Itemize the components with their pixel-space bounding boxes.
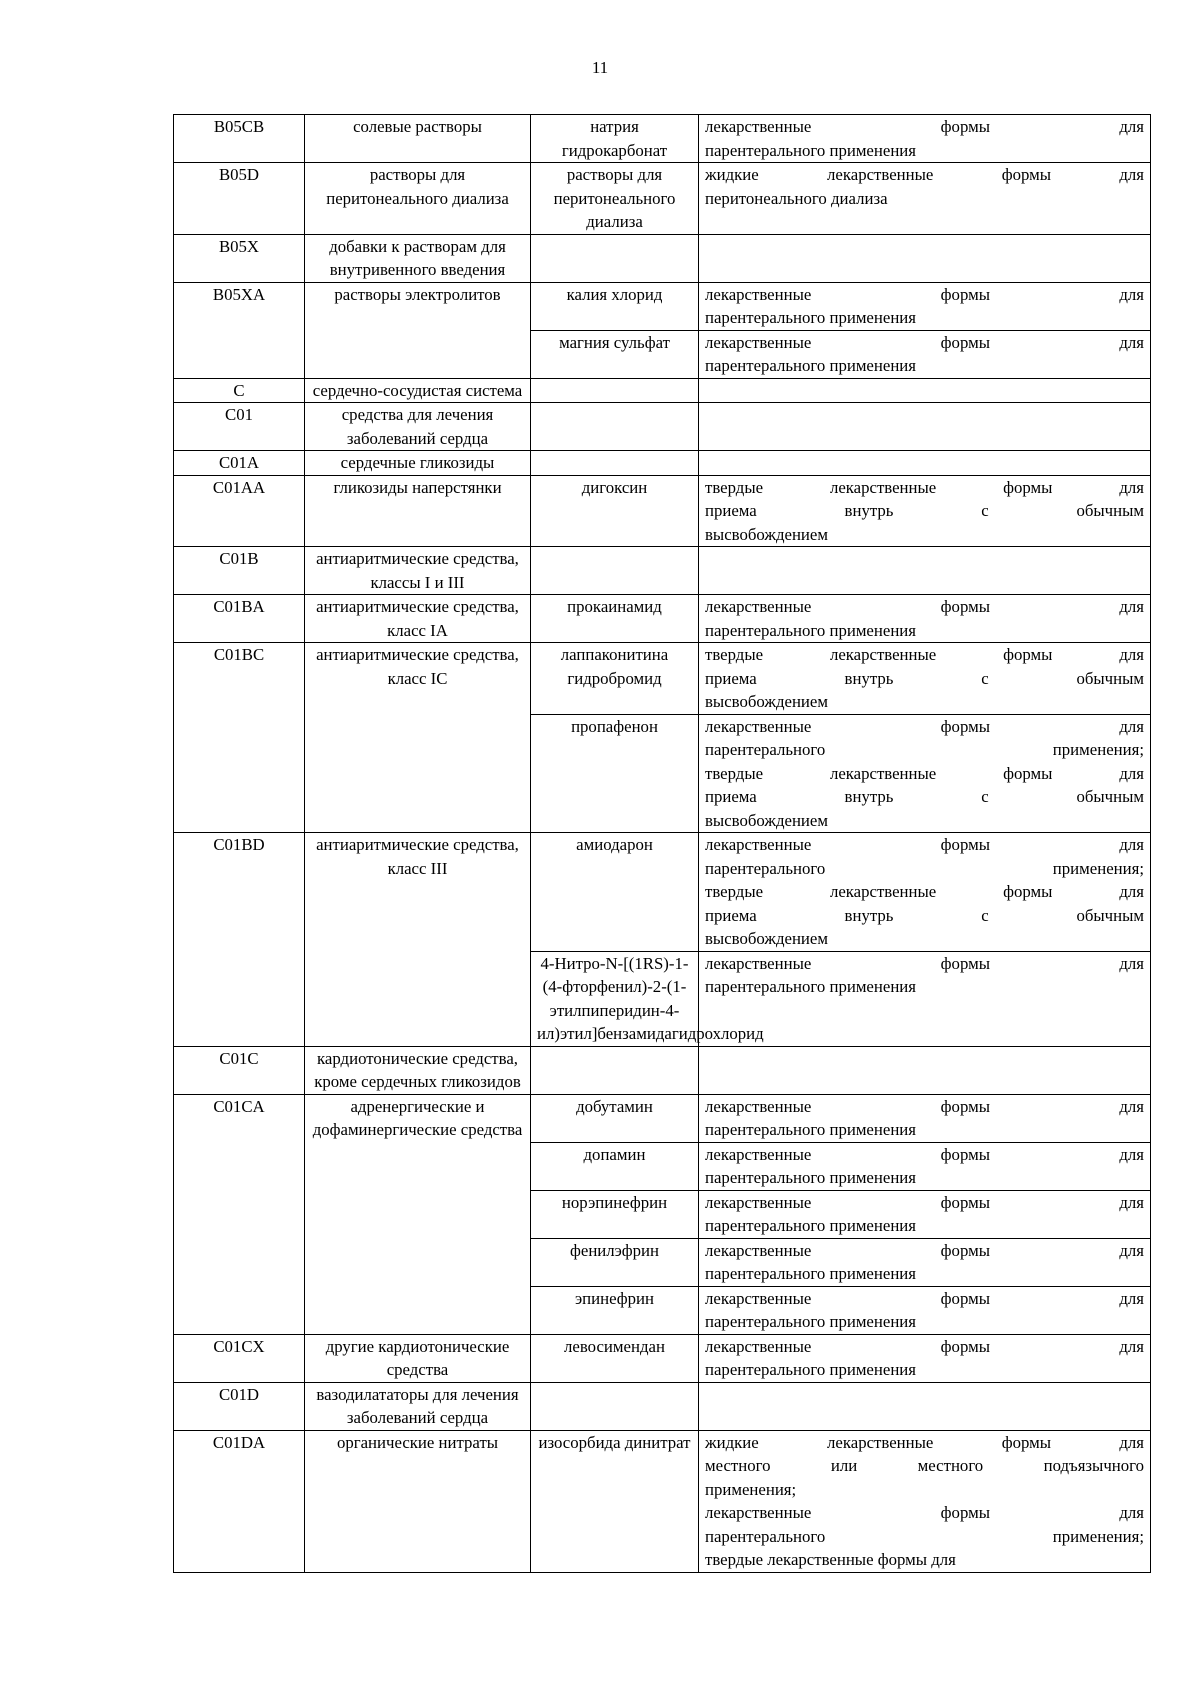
- dosage-form-line: парентерального применения: [705, 356, 916, 375]
- anatomical-therapeutic-group-cell: средства для лечения заболеваний сердца: [305, 403, 531, 451]
- anatomical-therapeutic-group-cell: растворы электролитов: [305, 282, 531, 378]
- table-row: [174, 833, 1151, 952]
- dosage-form-cell: [699, 234, 1151, 282]
- dosage-form-line: применения;: [705, 1479, 797, 1499]
- dosage-form-cell: [699, 1382, 1151, 1430]
- table-row: [174, 451, 1151, 476]
- dosage-form-line: перитонеального диализа: [705, 188, 888, 208]
- drug-name-cell: растворы для перитонеального диализа: [531, 163, 699, 235]
- anatomical-therapeutic-group-cell: растворы для перитонеального диализа: [305, 163, 531, 235]
- drug-name-cell: допамин: [531, 1142, 699, 1190]
- dosage-form-cell: [699, 451, 1151, 476]
- dosage-form-line: парентерального применения: [705, 977, 916, 996]
- dosage-form-line: парентерального применения;: [705, 740, 1144, 759]
- dosage-form-line: парентерального применения;: [705, 1526, 1144, 1546]
- dosage-form-cell: [699, 1142, 1151, 1190]
- dosage-form-cell: [699, 595, 1151, 643]
- atc-code-cell: B05XA: [174, 282, 305, 378]
- dosage-form-cell: [699, 475, 1151, 547]
- dosage-form-line: лекарственные формы для: [705, 117, 1144, 136]
- anatomical-therapeutic-group-cell: антиаритмические средства, класс IA: [305, 595, 531, 643]
- dosage-form-cell: [699, 115, 1151, 163]
- atc-code-cell: C01C: [174, 1046, 305, 1094]
- drug-name-cell: добутамин: [531, 1094, 699, 1142]
- drug-name-cell: эпинефрин: [531, 1286, 699, 1334]
- dosage-form-cell: [699, 282, 1151, 330]
- drug-name-cell: калия хлорид: [531, 282, 699, 330]
- drug-name-cell: магния сульфат: [531, 330, 699, 378]
- dosage-form-line: лекарственные формы для: [705, 1288, 1144, 1308]
- dosage-form-cell: [699, 833, 1151, 952]
- drug-name-cell: [531, 1046, 699, 1094]
- table-row: [174, 115, 1151, 163]
- dosage-form-line: жидкие лекарственные формы для: [705, 165, 1144, 184]
- atc-code-cell: B05CB: [174, 115, 305, 163]
- dosage-form-cell: [699, 163, 1151, 235]
- page-number: 11: [591, 58, 609, 77]
- dosage-form-cell: [699, 1286, 1151, 1334]
- dosage-form-line: высвобождением: [705, 692, 828, 711]
- dosage-form-line: твердые лекарственные формы для: [705, 763, 1144, 783]
- anatomical-therapeutic-group-cell: антиаритмические средства, классы I и III: [305, 547, 531, 595]
- drug-classification-table: [173, 114, 1151, 1573]
- dosage-form-line: приема внутрь с обычным: [705, 668, 1144, 688]
- dosage-form-line: твердые лекарственные формы для: [705, 477, 1144, 497]
- dosage-form-line: приема внутрь с обычным: [705, 787, 1144, 806]
- drug-name-cell: [531, 378, 699, 403]
- drug-name-cell: 4-Нитро-N-[(1RS)-1-(4-фторфенил)-2-(1-этилпиперидин-4-ил)этил]бензамидагидрохлорид: [531, 951, 699, 1046]
- atc-code-cell: C: [174, 378, 305, 403]
- drug-name-cell: пропафенон: [531, 714, 699, 833]
- table-row: [174, 1430, 1151, 1572]
- table-row: [174, 234, 1151, 282]
- anatomical-therapeutic-group-cell: антиаритмические средства, класс IC: [305, 643, 531, 833]
- atc-code-cell: C01DA: [174, 1430, 305, 1572]
- dosage-form-line: высвобождением: [705, 524, 828, 544]
- dosage-form-line: приема внутрь с обычным: [705, 905, 1144, 925]
- dosage-form-line: лекарственные формы для: [705, 835, 1144, 854]
- anatomical-therapeutic-group-cell: адренергические и дофаминергические средства: [305, 1094, 531, 1334]
- anatomical-therapeutic-group-cell: другие кардиотонические средства: [305, 1334, 531, 1382]
- table-row: [174, 547, 1151, 595]
- dosage-form-line: высвобождением: [705, 810, 828, 830]
- atc-code-cell: C01CX: [174, 1334, 305, 1382]
- table-row: [174, 1334, 1151, 1382]
- drug-name-cell: натрия гидрокарбонат: [531, 115, 699, 163]
- dosage-form-line: высвобождением: [705, 929, 828, 948]
- dosage-form-line: парентерального применения: [705, 1264, 916, 1283]
- atc-code-cell: C01CA: [174, 1094, 305, 1334]
- drug-name-cell: [531, 451, 699, 476]
- anatomical-therapeutic-group-cell: органические нитраты: [305, 1430, 531, 1572]
- dosage-form-line: твердые лекарственные формы для: [705, 882, 1144, 901]
- dosage-form-line: парентерального применения: [705, 1216, 916, 1235]
- anatomical-therapeutic-group-cell: кардиотонические средства, кроме сердечных гликозидов: [305, 1046, 531, 1094]
- drug-name-cell: амиодарон: [531, 833, 699, 952]
- atc-code-cell: C01D: [174, 1382, 305, 1430]
- table-row: [174, 378, 1151, 403]
- table-row: [174, 282, 1151, 330]
- table-row: [174, 595, 1151, 643]
- anatomical-therapeutic-group-cell: сердечно-сосудистая система: [305, 378, 531, 403]
- drug-name-cell: прокаинамид: [531, 595, 699, 643]
- anatomical-therapeutic-group-cell: солевые растворы: [305, 115, 531, 163]
- dosage-form-line: лекарственные формы для: [705, 284, 1144, 304]
- table-body: [174, 115, 1151, 1573]
- dosage-form-line: твердые лекарственные формы для: [705, 1550, 956, 1569]
- dosage-form-cell: [699, 1046, 1151, 1094]
- table-row: [174, 475, 1151, 547]
- drug-name-cell: лаппаконитина гидробромид: [531, 643, 699, 715]
- dosage-form-line: лекарственные формы для: [705, 1503, 1144, 1522]
- anatomical-therapeutic-group-cell: добавки к растворам для внутривенного введения: [305, 234, 531, 282]
- table-row: [174, 1382, 1151, 1430]
- drug-name-cell: изосорбида динитрат: [531, 1430, 699, 1572]
- dosage-form-line: парентерального применения: [705, 308, 916, 327]
- table-row: [174, 403, 1151, 451]
- dosage-form-line: местного или местного подъязычного: [705, 1456, 1144, 1475]
- dosage-form-cell: [699, 547, 1151, 595]
- atc-code-cell: B05D: [174, 163, 305, 235]
- dosage-form-line: приема внутрь с обычным: [705, 501, 1144, 520]
- table-row: [174, 1046, 1151, 1094]
- atc-code-cell: C01BD: [174, 833, 305, 1047]
- dosage-form-line: лекарственные формы для: [705, 953, 1144, 973]
- dosage-form-cell: [699, 378, 1151, 403]
- dosage-form-line: лекарственные формы для: [705, 716, 1144, 736]
- atc-code-cell: C01BA: [174, 595, 305, 643]
- dosage-form-line: лекарственные формы для: [705, 332, 1144, 352]
- dosage-form-cell: [699, 1190, 1151, 1238]
- dosage-form-line: парентерального применения: [705, 1360, 916, 1379]
- dosage-form-line: парентерального применения;: [705, 858, 1144, 878]
- dosage-form-cell: [699, 951, 1151, 1046]
- drug-name-cell: левосимендан: [531, 1334, 699, 1382]
- dosage-form-line: лекарственные формы для: [705, 1336, 1144, 1356]
- drug-name-cell: [531, 234, 699, 282]
- dosage-form-line: парентерального применения: [705, 1168, 916, 1187]
- dosage-form-line: парентерального применения: [705, 1312, 916, 1331]
- dosage-form-cell: [699, 1430, 1151, 1572]
- table-row: [174, 163, 1151, 235]
- dosage-form-cell: [699, 1334, 1151, 1382]
- anatomical-therapeutic-group-cell: антиаритмические средства, класс III: [305, 833, 531, 1047]
- dosage-form-line: парентерального применения: [705, 140, 916, 160]
- anatomical-therapeutic-group-cell: вазодилататоры для лечения заболеваний сердца: [305, 1382, 531, 1430]
- atc-code-cell: C01A: [174, 451, 305, 476]
- dosage-form-line: лекарственные формы для: [705, 597, 1144, 616]
- dosage-form-cell: [699, 643, 1151, 715]
- dosage-form-cell: [699, 714, 1151, 833]
- atc-code-cell: C01B: [174, 547, 305, 595]
- atc-code-cell: B05X: [174, 234, 305, 282]
- dosage-form-line: лекарственные формы для: [705, 1096, 1144, 1116]
- table-row: [174, 1094, 1151, 1142]
- drug-name-cell: [531, 1382, 699, 1430]
- drug-name-cell: [531, 403, 699, 451]
- dosage-form-cell: [699, 403, 1151, 451]
- dosage-form-line: лекарственные формы для: [705, 1144, 1144, 1164]
- dosage-form-cell: [699, 1238, 1151, 1286]
- dosage-form-line: лекарственные формы для: [705, 1192, 1144, 1212]
- anatomical-therapeutic-group-cell: гликозиды наперстянки: [305, 475, 531, 547]
- dosage-form-line: твердые лекарственные формы для: [705, 645, 1144, 664]
- dosage-form-line: парентерального применения: [705, 1120, 916, 1139]
- dosage-form-line: лекарственные формы для: [705, 1240, 1144, 1260]
- dosage-form-cell: [699, 330, 1151, 378]
- dosage-form-line: парентерального применения: [705, 620, 916, 640]
- dosage-form-cell: [699, 1094, 1151, 1142]
- anatomical-therapeutic-group-cell: сердечные гликозиды: [305, 451, 531, 476]
- dosage-form-line: жидкие лекарственные формы для: [705, 1432, 1144, 1452]
- drug-name-cell: фенилэфрин: [531, 1238, 699, 1286]
- drug-name-cell: дигоксин: [531, 475, 699, 547]
- atc-code-cell: C01: [174, 403, 305, 451]
- table-row: [174, 643, 1151, 715]
- drug-name-cell: [531, 547, 699, 595]
- drug-name-cell: норэпинефрин: [531, 1190, 699, 1238]
- atc-code-cell: C01AA: [174, 475, 305, 547]
- atc-code-cell: C01BC: [174, 643, 305, 833]
